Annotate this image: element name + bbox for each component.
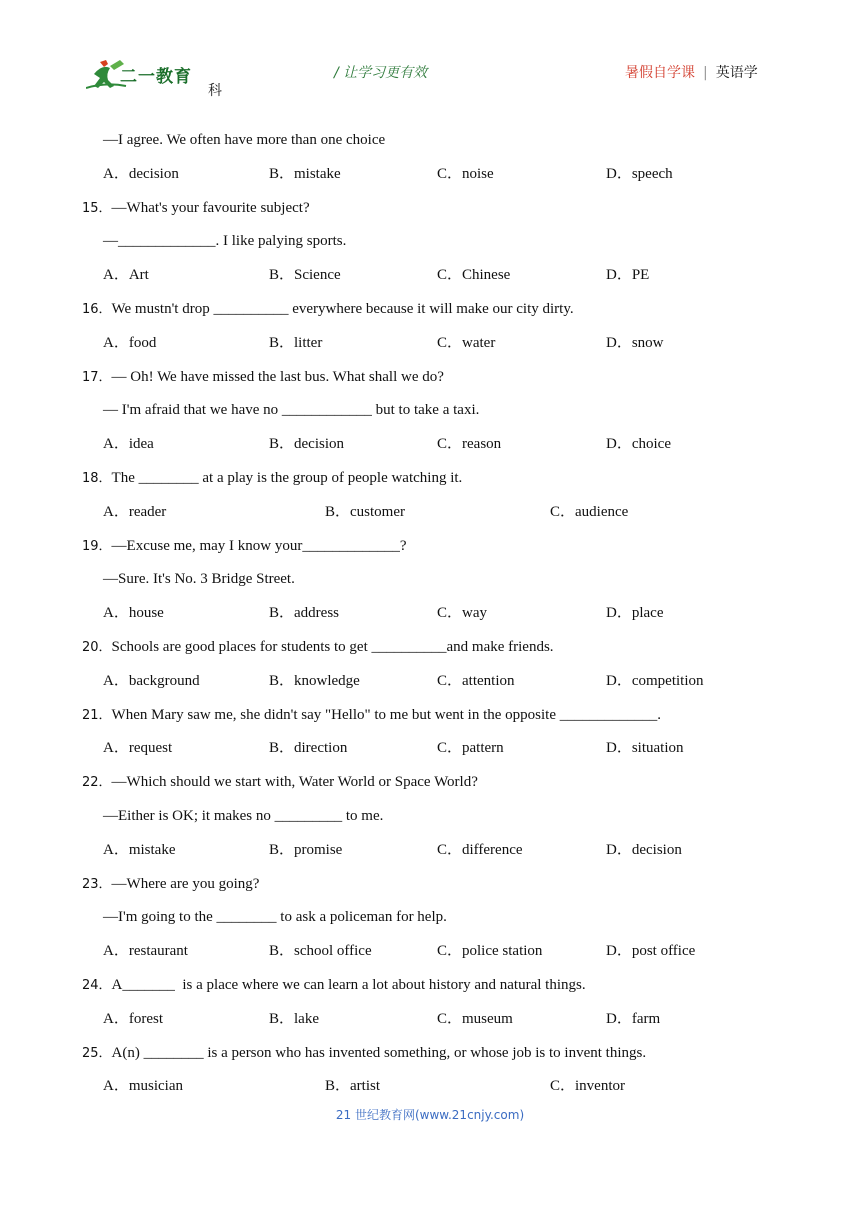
answer-option[interactable]: C．museum [437, 1010, 513, 1027]
answer-option[interactable]: D．decision [606, 841, 682, 858]
question-line [103, 131, 385, 149]
question-line [82, 875, 259, 894]
question-text: When Mary saw me, she didn't say "Hello" to me but went in the opposite _____________. [111, 706, 661, 723]
question-text: — I'm afraid that we have no ____________ but to take a taxi. [103, 402, 480, 419]
answer-option[interactable]: C．attention [437, 672, 515, 689]
question-number: 17． [82, 369, 112, 385]
answer-option[interactable]: D．farm [606, 1010, 661, 1027]
answer-option[interactable]: B．decision [269, 436, 344, 453]
answer-option[interactable]: A．decision [103, 165, 179, 182]
question-text: —_____________. I like palying sports. [103, 233, 347, 250]
question-line [82, 199, 310, 218]
question-line [103, 401, 479, 419]
question-line [103, 570, 295, 588]
question-text: —I'm going to the ________ to ask a policeman for help. [103, 909, 447, 926]
question-text: —Where are you going? [111, 875, 260, 892]
question-line [103, 908, 447, 926]
answer-option[interactable]: A．Art [103, 267, 149, 284]
answer-option[interactable]: C．pattern [437, 740, 504, 757]
question-number: 24． [82, 978, 112, 993]
answer-option[interactable]: C．police station [437, 943, 543, 960]
answer-option[interactable]: B．lake [269, 1010, 319, 1027]
question-text: The ________ at a play is the group of people watching it. [111, 470, 463, 486]
question-line [82, 706, 661, 725]
answer-option[interactable]: D．post office [606, 943, 696, 960]
answer-option[interactable]: A．mistake [103, 841, 176, 858]
question-line [82, 638, 554, 657]
page-footer: 21 世纪教育网(www.21cnjy.com) [335, 1108, 525, 1122]
header-slogan: / 让学习更有效 [334, 65, 428, 81]
question-line [82, 300, 574, 319]
question-line [82, 773, 478, 792]
question-text: A(n) ________ is a person who has invented something, or whose job is to invent things. [111, 1044, 647, 1061]
course-separator: | [703, 65, 708, 81]
answer-option[interactable]: D．choice [606, 436, 671, 453]
answer-option[interactable]: B．address [269, 605, 339, 622]
course-subject: 英语学 [715, 65, 758, 81]
answer-option[interactable]: A．house [103, 605, 164, 622]
question-text: Schools are good places for students to get __________and make friends. [111, 639, 554, 655]
header-course [625, 62, 758, 82]
question-text: —Sure. It's No. 3 Bridge Street. [103, 571, 295, 588]
answer-option[interactable]: A．musician [103, 1078, 183, 1095]
question-text: —What's your favourite subject? [111, 199, 310, 216]
question-text: —I agree. We often have more than one choice [103, 132, 386, 148]
answer-option[interactable]: C．difference [437, 841, 523, 858]
question-text: We mustn't drop __________ everywhere because it will make our city dirty. [111, 301, 574, 317]
answer-option[interactable]: B．Science [269, 267, 341, 284]
question-number: 25． [82, 1045, 112, 1061]
answer-option[interactable]: A．reader [103, 503, 167, 520]
question-text: — Oh! We have missed the last bus. What shall we do? [111, 368, 444, 385]
answer-option[interactable]: D．place [606, 605, 664, 622]
answer-option[interactable]: B．school office [269, 943, 372, 960]
answer-option[interactable]: C．Chinese [437, 267, 511, 284]
question-text: —Excuse me, may I know your_____________? [111, 537, 407, 554]
answer-option[interactable]: C．reason [437, 436, 502, 453]
answer-option[interactable]: A．idea [103, 436, 154, 453]
answer-option[interactable]: B．litter [269, 334, 323, 351]
question-line [103, 232, 346, 250]
question-text: A_______ is a place where we can learn a lot about history and natural things. [111, 977, 586, 993]
course-label: 暑假自学课 [625, 65, 695, 81]
logo-text: 二一教育 [120, 67, 192, 87]
answer-option[interactable]: B．promise [269, 841, 343, 858]
header-subject-char: 科 [208, 83, 222, 99]
answer-option[interactable]: B．artist [325, 1078, 380, 1095]
answer-option[interactable]: D．competition [606, 672, 704, 689]
answer-option[interactable]: D．situation [606, 740, 684, 757]
question-number: 16． [82, 302, 112, 317]
question-line [82, 537, 407, 556]
question-text: —Either is OK; it makes no _________ to me. [103, 808, 384, 824]
answer-option[interactable]: C．water [437, 334, 496, 351]
question-number: 19． [82, 538, 112, 554]
answer-option[interactable]: D．PE [606, 267, 650, 284]
question-line [82, 1044, 646, 1063]
question-number: 22． [82, 775, 112, 791]
answer-option[interactable]: A．request [103, 740, 173, 757]
answer-option[interactable]: B．direction [269, 740, 348, 757]
question-line [82, 368, 444, 387]
answer-option[interactable]: C．noise [437, 165, 494, 182]
answer-option[interactable]: A．background [103, 672, 200, 689]
question-number: 15． [82, 200, 112, 216]
answer-option[interactable]: A．restaurant [103, 943, 188, 960]
answer-option[interactable]: C．inventor [550, 1078, 625, 1095]
answer-option[interactable]: B．customer [325, 503, 405, 520]
question-line [103, 807, 383, 825]
answer-option[interactable]: D．snow [606, 334, 664, 351]
answer-option[interactable]: B．mistake [269, 165, 341, 182]
answer-option[interactable]: A．forest [103, 1010, 163, 1027]
answer-option[interactable]: D．speech [606, 165, 673, 182]
question-number: 18． [82, 471, 112, 486]
question-line [82, 976, 586, 995]
question-number: 21． [82, 707, 112, 723]
answer-option[interactable]: A．food [103, 334, 157, 351]
question-text: —Which should we start with, Water World or Space World? [111, 774, 478, 791]
question-number: 23． [82, 876, 112, 892]
answer-option[interactable]: B．knowledge [269, 672, 360, 689]
question-number: 20． [82, 640, 112, 655]
answer-option[interactable]: C．audience [550, 503, 629, 520]
answer-option[interactable]: C．way [437, 605, 487, 622]
question-line [82, 469, 462, 488]
page-header [0, 0, 860, 110]
